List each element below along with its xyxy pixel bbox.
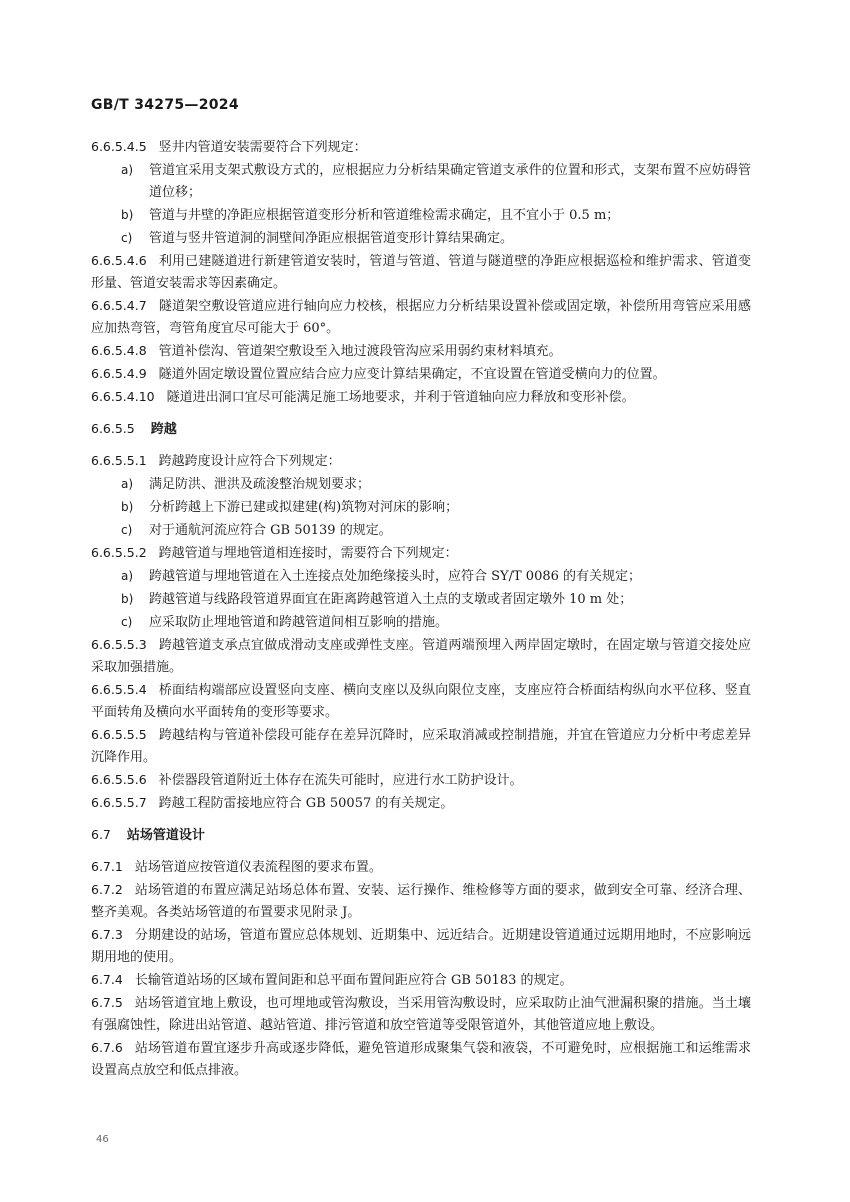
clause-text: 长输管道站场的区域布置间距和总平面布置间距应符合 GB 50183 的规定。: [134, 973, 573, 988]
clause-paragraph: [91, 992, 751, 1037]
clause-number: 6.7.4: [91, 972, 123, 987]
clause-text: 管道补偿沟、管道架空敷设至入地过渡段管沟应采用弱约束材料填充。: [158, 344, 562, 359]
list-item-text: 对于通航河流应符合 GB 50139 的规定。: [149, 523, 392, 538]
section-title: 站场管道设计: [126, 828, 205, 843]
section-number: 6.6.5.5: [91, 421, 135, 436]
clause-number: 6.6.5.4.9: [91, 366, 147, 381]
section-gap: [91, 815, 751, 824]
clause-text: 站场管道布置宜逐步升高或逐步降低，避免管道形成聚集气袋和液袋，不可避免时，应根据施工和运维需求设置高点放空和低点排液。: [91, 1041, 751, 1078]
clause-number: 6.6.5.5.6: [91, 772, 147, 787]
clause-paragraph: [91, 634, 751, 679]
clause-text: 隧道进出洞口宜尽可能满足施工场地要求，并利于管道轴向应力释放和变形补偿。: [166, 390, 635, 405]
clause-number: 6.6.5.4.7: [91, 298, 147, 313]
clause-paragraph: [91, 679, 751, 724]
clause-number: 6.6.5.5.3: [91, 637, 147, 652]
list-item-text: 跨越管道与埋地管道在入土连接点处加绝缘接头时，应符合 SY/T 0086 的有关规定；: [149, 569, 642, 584]
standard-code-header: GB/T 34275—2024: [91, 97, 239, 113]
page-number: 46: [96, 1134, 109, 1145]
clause-text: 利用已建隧道进行新建管道安装时，管道与管道、管道与隧道壁的净距应根据巡检和维护需求、管道变形量、管道安装需求等因素确定。: [91, 254, 751, 291]
list-item: [121, 204, 751, 227]
list-item-text: 管道宜采用支架式敷设方式的，应根据应力分析结果确定管道支承件的位置和形式，支架布置不应妨碍管道位移；: [149, 163, 751, 200]
clause-paragraph: [91, 295, 751, 340]
clause-paragraph: [91, 724, 751, 769]
clause-paragraph: [91, 542, 751, 565]
clause-number: 6.6.5.5.1: [91, 453, 147, 468]
clause-number: 6.7.1: [91, 859, 123, 874]
list-item-marker: b): [121, 208, 134, 222]
list-item-text: 满足防洪、泄洪及疏浚整治规划要求；: [149, 477, 371, 492]
list-item-marker: c): [121, 231, 133, 245]
clause-text: 跨越跨度设计应符合下列规定：: [158, 454, 341, 469]
clause-text: 隧道外固定墩设置位置应结合应力应变计算结果确定，不宜设置在管道受横向力的位置。: [158, 367, 666, 382]
clause-paragraph: [91, 769, 751, 792]
clause-text: 跨越管道与埋地管道相连接时，需要符合下列规定：: [158, 546, 458, 561]
clause-paragraph: [91, 340, 751, 363]
list-item-marker: b): [121, 592, 134, 606]
section-gap: [91, 847, 751, 856]
clause-text: 站场管道宜地上敷设，也可埋地或管沟敷设，当采用管沟敷设时，应采取防止油气泄漏积聚的措施。当土壤有强腐蚀性，除进出站管道、越站管道、排污管道和放空管道等受限管道外，其他管道应地上敷设。: [91, 996, 751, 1033]
clause-paragraph: [91, 924, 751, 969]
clause-paragraph: [91, 879, 751, 924]
list-item-marker: a): [121, 569, 134, 583]
clause-number: 6.6.5.5.5: [91, 727, 147, 742]
list-item-text: 管道与竖井管道洞的洞壁间净距应根据管道变形计算结果确定。: [149, 231, 514, 246]
list-item-marker: a): [121, 477, 134, 491]
clause-text: 隧道架空敷设管道应进行轴向应力校核，根据应力分析结果设置补偿或固定墩，补偿所用弯管应采用感应加热弯管，弯管角度宜尽可能大于 60°。: [91, 299, 751, 336]
list-item-text: 分析跨越上下游已建或拟建建(构)筑物对河床的影响；: [149, 500, 459, 515]
section-heading: [91, 418, 751, 441]
clause-paragraph: [91, 386, 751, 409]
list-item: [121, 519, 751, 542]
clause-paragraph: [91, 1037, 751, 1082]
list-item: [121, 588, 751, 611]
clause-text: 跨越结构与管道补偿段可能存在差异沉降时，应采取消减或控制措施，并宜在管道应力分析中考虑差异沉降作用。: [91, 728, 751, 765]
list-item-marker: b): [121, 500, 134, 514]
clause-number: 6.6.5.4.8: [91, 343, 147, 358]
clause-paragraph: [91, 792, 751, 815]
section-title: 跨越: [150, 422, 177, 437]
clause-text: 站场管道应按管道仪表流程图的要求布置。: [134, 860, 382, 875]
clause-number: 6.7.2: [91, 882, 123, 897]
clause-text: 竖井内管道安装需要符合下列规定：: [158, 140, 367, 155]
list-item: [121, 611, 751, 634]
list-item-text: 应采取防止埋地管道和跨越管道间相互影响的措施。: [149, 615, 449, 630]
clause-number: 6.7.3: [91, 927, 123, 942]
clause-paragraph: [91, 969, 751, 992]
clause-text: 跨越管道支承点宜做成滑动支座或弹性支座。管道两端预埋入两岸固定墩时，在固定墩与管道交接处应采取加强措施。: [91, 638, 751, 675]
list-item: [121, 565, 751, 588]
clause-text: 跨越工程防雷接地应符合 GB 50057 的有关规定。: [158, 796, 454, 811]
clause-text: 分期建设的站场，管道布置应总体规划、近期集中、远近结合。近期建设管道通过远期用地时，不应影响远期用地的使用。: [91, 928, 751, 965]
clause-paragraph: [91, 136, 751, 159]
clause-number: 6.7.6: [91, 1040, 123, 1055]
clause-paragraph: [91, 363, 751, 386]
section-gap: [91, 441, 751, 450]
clause-number: 6.6.5.5.2: [91, 545, 147, 560]
document-body: [91, 136, 751, 1082]
list-item: [121, 473, 751, 496]
list-item-text: 跨越管道与线路段管道界面宜在距离跨越管道入土点的支墩或者固定墩外 10 m 处；: [149, 592, 633, 607]
clause-paragraph: [91, 856, 751, 879]
list-item-marker: a): [121, 163, 134, 177]
clause-number: 6.6.5.5.7: [91, 795, 147, 810]
clause-number: 6.6.5.4.6: [91, 253, 147, 268]
list-item: [121, 496, 751, 519]
clause-paragraph: [91, 250, 751, 295]
list-item-marker: c): [121, 615, 133, 629]
list-item-text: 管道与井壁的净距应根据管道变形分析和管道维检需求确定，且不宜小于 0.5 m；: [149, 208, 620, 223]
section-number: 6.7: [91, 827, 111, 842]
section-gap: [91, 409, 751, 418]
clause-number: 6.6.5.4.5: [91, 139, 147, 154]
list-item-marker: c): [121, 523, 133, 537]
clause-number: 6.6.5.5.4: [91, 682, 147, 697]
clause-number: 6.6.5.4.10: [91, 389, 155, 404]
clause-text: 站场管道的布置应满足站场总体布置、安装、运行操作、维检修等方面的要求，做到安全可靠、经济合理、整齐美观。各类站场管道的布置要求见附录 J。: [91, 883, 751, 920]
list-item: [121, 159, 751, 204]
clause-text: 桥面结构端部应设置竖向支座、横向支座以及纵向限位支座，支座应符合桥面结构纵向水平位移、竖直平面转角及横向水平面转角的变形等要求。: [91, 683, 751, 720]
list-item: [121, 227, 751, 250]
clause-text: 补偿器段管道附近土体存在流失可能时，应进行水工防护设计。: [158, 773, 523, 788]
section-heading: [91, 824, 751, 847]
clause-paragraph: [91, 450, 751, 473]
clause-number: 6.7.5: [91, 995, 123, 1010]
